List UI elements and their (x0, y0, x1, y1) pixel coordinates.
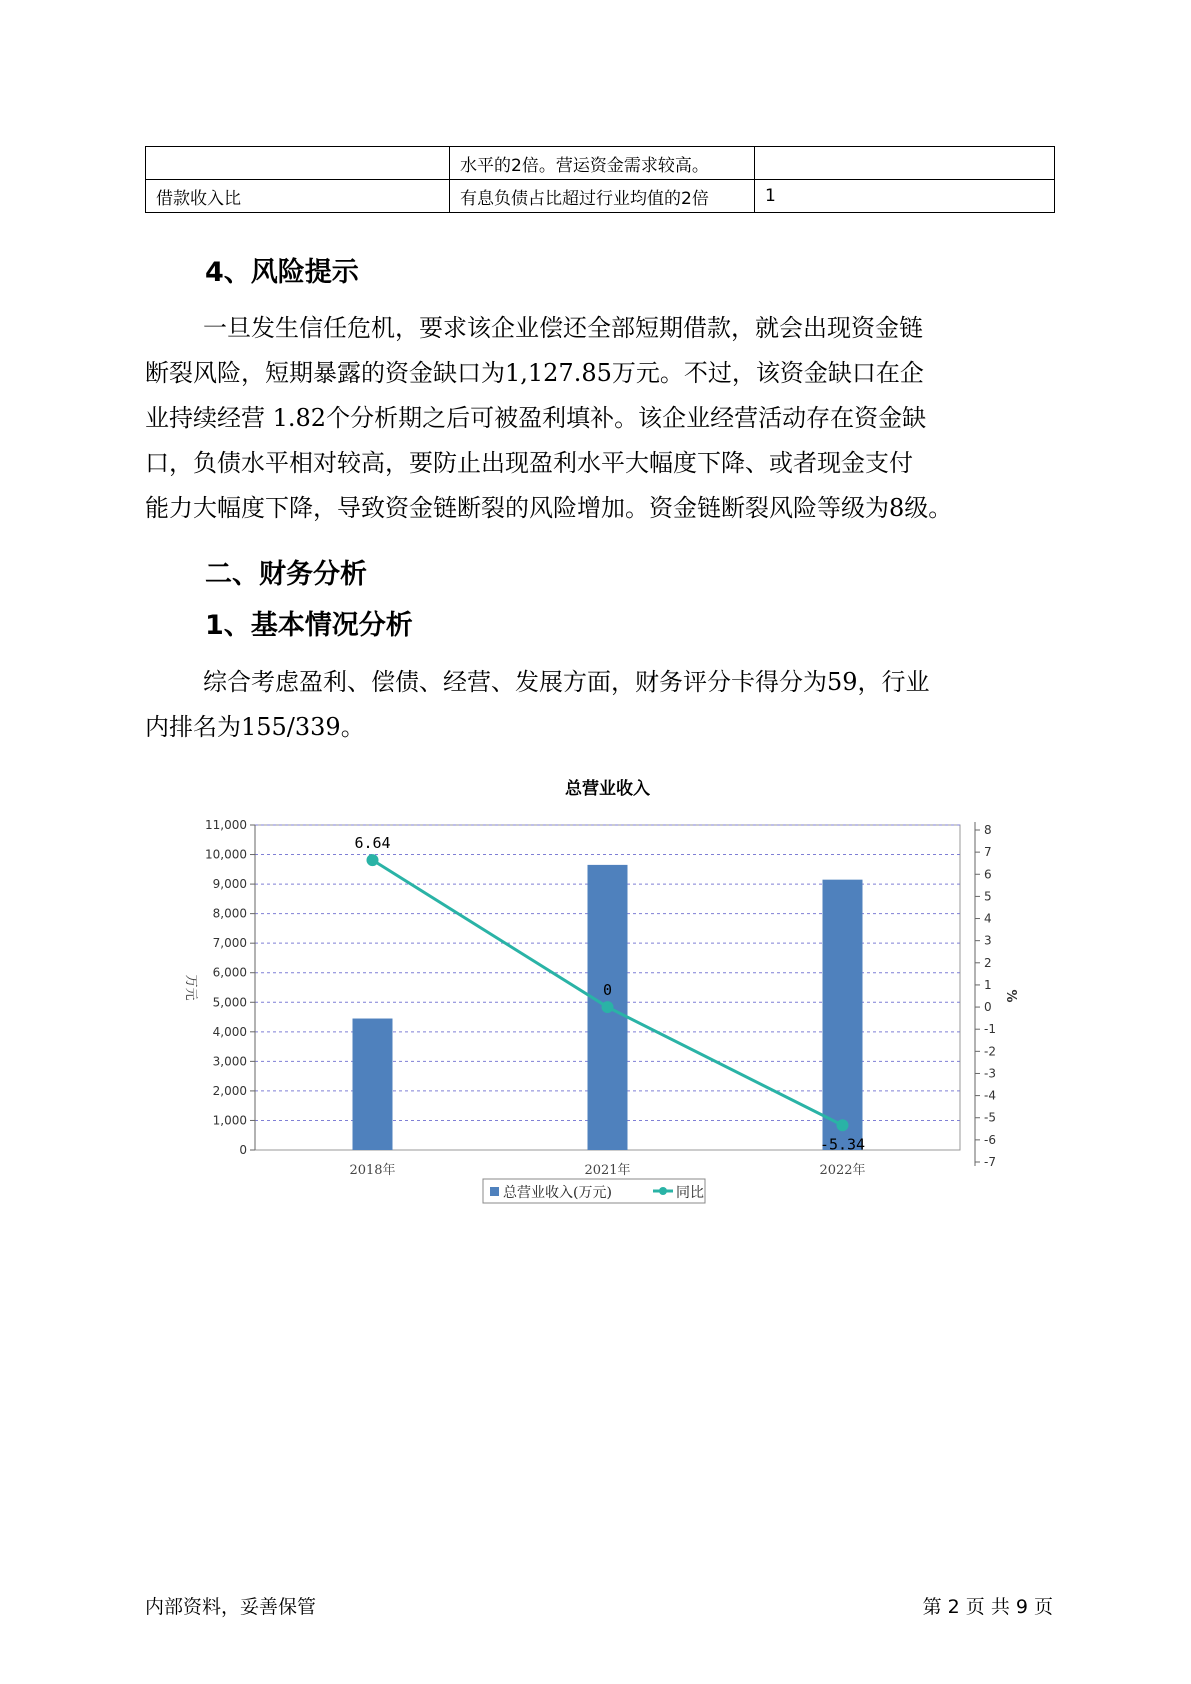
y2-tick-label: 4 (984, 911, 992, 926)
table-cell: 1 (755, 180, 1055, 213)
table-cell (146, 147, 450, 180)
y-tick-label: 6,000 (212, 965, 247, 980)
y-tick-label: 8,000 (212, 906, 247, 921)
y-tick-label: 2,000 (212, 1083, 247, 1098)
x-tick-label: 2022年 (819, 1163, 866, 1178)
legend-swatch (490, 1187, 499, 1196)
y2-tick-label: 7 (984, 845, 992, 860)
y-tick-label: 11,000 (205, 818, 247, 832)
paragraph-line: 业持续经营 1.82个分析期之后可被盈利填补。该企业经营活动存在资金缺 (145, 404, 927, 432)
y2-axis-label: % (1003, 989, 1018, 1003)
y-tick-label: 9,000 (212, 877, 247, 892)
y2-tick-label: -4 (984, 1088, 996, 1103)
y2-tick-label: 0 (984, 1000, 992, 1015)
paragraph-line: 口，负债水平相对较高，要防止出现盈利水平大幅度下降、或者现金支付 (145, 449, 913, 477)
y-tick-label: 1,000 (212, 1113, 247, 1128)
risk-paragraph (145, 306, 1065, 531)
bar (823, 880, 863, 1150)
y-tick-label: 7,000 (212, 936, 247, 951)
paragraph-line: 内排名为155/339。 (145, 713, 365, 741)
paragraph-line: 断裂风险，短期暴露的资金缺口为1,127.85万元。不过，该资金缺口在企 (145, 359, 924, 387)
data-label: 6.64 (354, 834, 391, 853)
footer-left: 内部资料，妥善保管 (145, 1596, 317, 1618)
data-point (837, 1119, 849, 1131)
y2-tick-label: 2 (984, 955, 992, 970)
y2-tick-label: -6 (984, 1132, 996, 1147)
y2-tick-label: 5 (984, 889, 992, 904)
y2-tick-label: 8 (984, 823, 992, 837)
table-cell: 有息负债占比超过行业均值的2倍 (450, 180, 755, 213)
legend-marker (659, 1187, 667, 1195)
y2-tick-label: 6 (984, 867, 992, 882)
section-heading-basic: 1、基本情况分析 (205, 610, 413, 641)
table-row (146, 147, 1055, 180)
y2-tick-label: 1 (984, 977, 992, 992)
bar (353, 1019, 393, 1150)
chart-title: 总营业收入 (565, 779, 650, 799)
y-tick-label: 3,000 (212, 1054, 247, 1069)
section-heading-risk: 4、风险提示 (205, 257, 359, 288)
y2-tick-label: 3 (984, 933, 992, 948)
legend-label: 总营业收入(万元) (503, 1185, 612, 1201)
paragraph-line: 一旦发生信任危机，要求该企业偿还全部短期借款，就会出现资金链 (203, 314, 923, 342)
y2-tick-label: -2 (984, 1044, 996, 1059)
y2-tick-label: -7 (984, 1155, 996, 1169)
legend-label: 同比 (676, 1185, 704, 1201)
indicator-table (145, 146, 1055, 213)
footer-page-number: 第 2 页 共 9 页 (922, 1596, 1053, 1618)
y2-tick-label: -3 (984, 1066, 996, 1081)
table-row (146, 180, 1055, 213)
table-cell: 水平的2倍。营运资金需求较高。 (450, 147, 755, 180)
paragraph-line: 能力大幅度下降，导致资金链断裂的风险增加。资金链断裂风险等级为8级。 (145, 494, 953, 522)
y-tick-label: 5,000 (212, 995, 247, 1010)
y-axis-label: 万元 (183, 974, 198, 1001)
x-tick-label: 2018年 (349, 1163, 396, 1178)
revenue-chart (165, 770, 1025, 1230)
y-tick-label: 0 (239, 1143, 247, 1157)
basic-paragraph (145, 660, 1065, 750)
data-label: 0 (602, 981, 613, 1000)
table-cell (755, 147, 1055, 180)
data-point (602, 1001, 614, 1013)
y-tick-label: 4,000 (212, 1024, 247, 1039)
data-label: -5.34 (819, 1135, 866, 1154)
data-point (367, 854, 379, 866)
x-tick-label: 2021年 (584, 1163, 631, 1178)
paragraph-line: 综合考虑盈利、偿债、经营、发展方面，财务评分卡得分为59，行业 (203, 668, 930, 696)
table-cell: 借款收入比 (146, 180, 450, 213)
y2-tick-label: -1 (984, 1022, 996, 1037)
y-tick-label: 10,000 (205, 847, 247, 862)
section-heading-finance: 二、财务分析 (205, 559, 367, 590)
y2-tick-label: -5 (984, 1110, 996, 1125)
